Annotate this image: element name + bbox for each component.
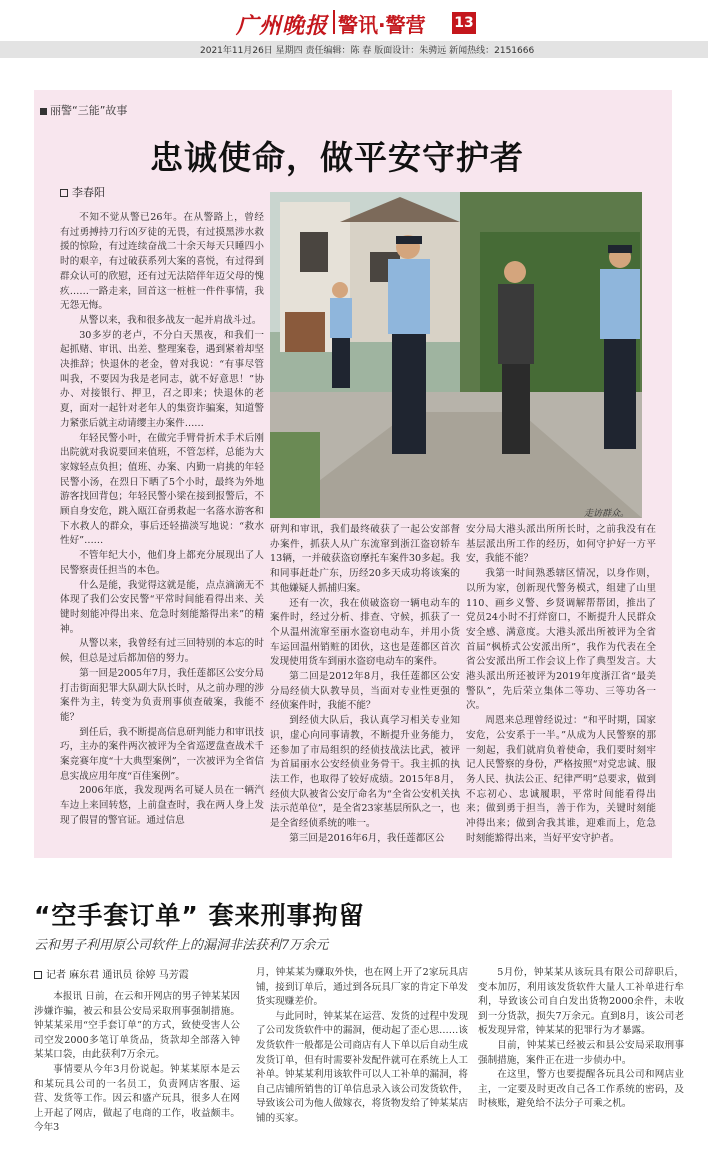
- paragraph: 不管年纪大小，他们身上都充分展现出了人民警察责任担当的本色。: [60, 550, 264, 576]
- paragraph: 到经侦大队后，我认真学习相关专业知识，虚心向同事请教，不断提升业务能力，还参加了市局组织的经侦技战法比武，被评为首届丽水公安经侦业务骨干。我主抓的执法工作，也取得了较好成绩。2015年8月，经侦大队被省公安厅命名为“全省公安机关执法示范单位”，是全省23家基层所队之一，也是全省经侦系统的唯一。: [270, 715, 460, 830]
- checkbox-icon: [60, 189, 68, 197]
- paragraph: 不知不觉从警已26年。在从警路上，曾经有过勇搏持刀行凶歹徒的无畏，有过摸黑涉水救援的惊险，有过连续奋战二十余天每天只睡四小时的艰辛，有过破获系列大案的喜悦，有过得到群众认可的欣慰，还有过无法陪伴年迈父母的愧疚……一路走来，回首这一桩桩一件件事情，我无怨无悔。: [60, 212, 264, 312]
- section-title: 警讯·警营: [338, 13, 426, 37]
- article-column-1: [60, 211, 264, 851]
- paragraph: 30多岁的老卢，不分白天黑夜，和我们一起抓赌、审讯、出差、整理案卷，遇到紧着却坚决推辞；快退休的老金，曾对我说：“有事尽管叫我，不要因为我是老同志，就不好意思！”协办、对接银行、押卫，召之即来；快退休的老夏，面对一起针对老年人的集资诈骗案，知道警力紧张后就主动请缨主办案件……: [60, 329, 264, 429]
- paragraph: 5月份，钟某某从该玩具有限公司辞职后，变本加厉，利用该发货软件大量人工补单进行牟利，导致该公司自白发出货物2000余件，未收到一分货款，损失7万余元。直到8月，该公司老板发现异常，钟某某的犯罪行为才暴露。: [478, 967, 684, 1037]
- paragraph: 事情要从今年3月份说起。钟某某原本是云和某玩具公司的一名员工，负责网店客服、运营、发货等工作。因云和盛产玩具，很多人在网上开起了网店，做起了电商的工作，收益颇丰。今年3: [34, 1063, 240, 1134]
- article2-column-2: [256, 966, 468, 1150]
- page-number: 13: [452, 12, 476, 34]
- article2-subtitle: 云和男子利用原公司软件上的漏洞非法获利7万余元: [34, 938, 329, 953]
- paragraph: 安分局大港头派出所所长时，之前我没有在基层派出所工作的经历，如何守护好一方平安，我能不能？: [466, 524, 656, 565]
- article-author: [60, 184, 105, 200]
- paragraph: 我第一时间熟悉辖区情况，以身作则，以所为家，创新现代警务模式，组建了山里110、画乡义警、乡贤调解帮帮团，推出了党员24小时不打烊窗口，不断提升人民群众安全感、满意度。大港头派出所被评为全省首届“枫桥式公安派出所”，我作为代表在全省公安派出所工作会议上作了典型发言。大港头派出所还被评为2019年度浙江省“最美警队”，先后荣立集体二等功、三等功各一次。: [466, 568, 656, 712]
- edition-info: 2021年11月26日 星期四 责任编辑：陈 春 版面设计：朱骋远 新闻热线：2151666: [200, 46, 535, 56]
- paragraph: 研判和审讯，我们最终破获了一起公安部督办案件，抓获人从广东流窜到浙江盗窃轿车13辆，一并破获盗窃摩托车案件30多起。我和同事赶赴广东，历经20多天成功将该案的其他嫌疑人抓捕归案。: [270, 524, 460, 594]
- paragraph: 周恩来总理曾经说过：“和平时期，国家安危，公安系于一半。”从成为人民警察的那一刻起，我们就肩负着使命，我们要时刻牢记人民警察的身份，严格按照“对党忠诚、服务人民、执法公正、纪律严明”总要求，做到不忘初心、忠诚履职，平常时间能看得出来；做到勇于担当，善于作为，关键时刻能冲得出来；做到舍我其谁，迎难而上，危急时刻能豁得出来，当好平安守护者。: [466, 715, 656, 844]
- paragraph: 从警以来，我和很多战友一起并肩战斗过。: [79, 314, 262, 326]
- article2-column-3: [478, 966, 684, 1150]
- paragraph: 到任后，我不断提高信息研判能力和审讯技巧，主办的案件两次被评为全省巡逻盘查战术千案竞赛年度“十大典型案例”，一次被评为全省信息实战应用年度“百佳案例”。: [60, 726, 264, 782]
- newspaper-logo: 广州晚报: [236, 13, 329, 39]
- article-column-3: [466, 523, 656, 855]
- paragraph: 还有一次，我在侦破盗窃一辆电动车的案件时，经过分析、排查、守候，抓获了一个从温州流窜至丽水盗窃电动车，并用小货车运回温州销赃的团伙，这也是莲都区首次发现使用货车到丽水盗窃电动车的案件。: [270, 597, 460, 668]
- paragraph: 2006年底，我发现两名可疑人员在一辆汽车边上来回转悠，上前盘查时，我在两人身上发现了假冒的警官证。通过信息: [60, 785, 264, 826]
- paragraph: 月，钟某某为赚取外快，也在网上开了2家玩具店铺，接到订单后，通过到各玩具厂家的肯定下单发货实现赚差价。: [256, 967, 468, 1008]
- column-tag: [40, 102, 127, 118]
- article2-column-1: [34, 990, 240, 1150]
- article2-headline: “空手套订单” 套来刑事拘留: [34, 901, 365, 930]
- author-name: 李春阳: [72, 186, 105, 199]
- paragraph: 第三回是2016年6月，我任莲都区公: [289, 832, 445, 844]
- checkbox-icon: [34, 971, 42, 979]
- police-visit-photo: [270, 192, 642, 518]
- article2-author: [34, 966, 189, 981]
- author-names: 记者 麻东君 通讯员 徐婷 马芳霞: [46, 970, 189, 981]
- column-name: 丽警“三能”故事: [50, 104, 128, 117]
- paragraph: 第二回是2012年8月，我任莲都区公安分局经侦大队教导员，当面对专业性更强的经侦案件时，我能不能？: [270, 671, 460, 712]
- article-column-2: [270, 523, 460, 855]
- paragraph: 什么是能，我觉得这就是能，点点滴滴无不体现了我们公安民警“平常时间能看得出来、关键时刻能冲得出来、危急时刻能豁得出来”的精神。: [60, 579, 264, 635]
- square-bullet-icon: [40, 108, 47, 115]
- paragraph: 年轻民警小叶，在做完手臂骨折术手术后刚出院就对我说要回来值班，不管怎样，总能为大家嫁轻点负担；值班、办案、内勤一肩挑的年轻民警小汤，在烈日下晒了5个小时，最终为外地游客找回背包；年轻民警小梁在接到报警后，不顾自身安危，跳入瓯江奋勇救起一名落水游客和下水救人的群众，事后还轻描淡写地说：“救水性好”……: [60, 432, 264, 547]
- paragraph: 本报讯 日前，在云和开网店的男子钟某某因涉嫌诈骗，被云和县公安局采取刑事强制措施。钟某某采用“空手套订单”的方式，致使受害人公司空发2000多笔订单货品，货款却全部落入钟某某口袋，由此获利7万余元。: [34, 991, 240, 1061]
- paragraph: 目前，钟某某已经被云和县公安局采取刑事强制措施，案件正在进一步侦办中。: [478, 1039, 684, 1066]
- masthead-divider: [333, 10, 335, 34]
- masthead: [0, 0, 708, 44]
- article-photo: [270, 192, 642, 518]
- paragraph: 与此同时，钟某某在运营、发货的过程中发现了公司发货软件中的漏洞，便动起了歪心思……该发货软件一般都是公司商店有人下单以后自动生成发货订单，但有时需要补发配件就可在系统上人工补单。钟某某利用该软件可以人工补单的漏洞，将自己店铺所销售的订单信息录入该公司发货软件，导致该公司为他人做嫁衣，将货物发给了钟某某店铺的买家。: [256, 1010, 468, 1124]
- paragraph: 第一回是2005年7月，我任莲都区公安分局打击街面犯罪大队副大队长时，从之前办理的涉案件为主，转变为负责刑事侦查破案，我能不能？: [60, 667, 264, 723]
- paragraph: 从警以来，我曾经有过三回特别的本忘的时候，但总是过后都加倍的努力。: [60, 638, 264, 665]
- article-headline: 忠诚使命，做平安守护者: [150, 138, 524, 177]
- photo-caption: 走访群众。: [584, 509, 630, 519]
- paragraph: 在这里，警方也要提醒各玩具公司和网店业主，一定要及时更改自己各工作系统的密码，及时核账，避免给不法分子可乘之机。: [478, 1069, 684, 1110]
